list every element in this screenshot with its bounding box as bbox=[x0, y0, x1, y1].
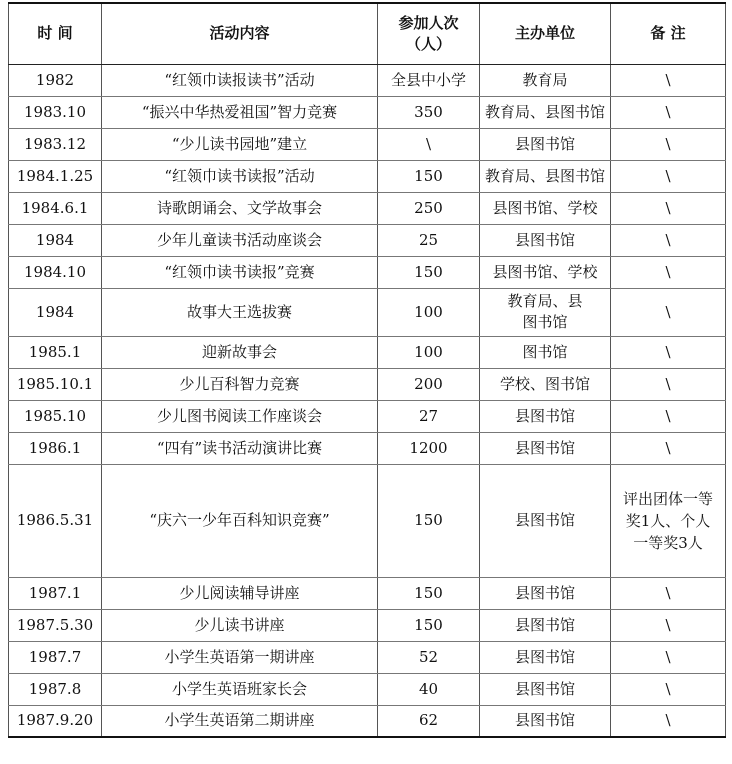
cell-participants: 全县中小学 bbox=[378, 64, 480, 96]
cell-activity: 小学生英语第一期讲座 bbox=[102, 641, 378, 673]
cell-organizer: 县图书馆、学校 bbox=[480, 256, 611, 288]
table-header-row bbox=[9, 3, 726, 64]
cell-time: 1982 bbox=[9, 64, 102, 96]
cell-remarks: \ bbox=[611, 64, 726, 96]
cell-participants: 62 bbox=[378, 705, 480, 737]
table-row bbox=[9, 673, 726, 705]
table-row bbox=[9, 368, 726, 400]
cell-remarks: \ bbox=[611, 577, 726, 609]
table-row bbox=[9, 128, 726, 160]
cell-time: 1985.10.1 bbox=[9, 368, 102, 400]
cell-organizer: 县图书馆 bbox=[480, 609, 611, 641]
cell-remarks: \ bbox=[611, 288, 726, 336]
cell-time: 1986.1 bbox=[9, 432, 102, 464]
cell-organizer: 图书馆 bbox=[480, 336, 611, 368]
cell-activity: “红领巾读书读报”竞赛 bbox=[102, 256, 378, 288]
table-row bbox=[9, 64, 726, 96]
cell-organizer: 县图书馆、学校 bbox=[480, 192, 611, 224]
cell-remarks: \ bbox=[611, 705, 726, 737]
table-row bbox=[9, 96, 726, 128]
cell-participants: 1200 bbox=[378, 432, 480, 464]
cell-remarks: \ bbox=[611, 256, 726, 288]
cell-activity: 少儿读书讲座 bbox=[102, 609, 378, 641]
cell-time: 1983.10 bbox=[9, 96, 102, 128]
cell-participants: 250 bbox=[378, 192, 480, 224]
cell-time: 1984 bbox=[9, 288, 102, 336]
cell-organizer: 县图书馆 bbox=[480, 641, 611, 673]
cell-activity: 诗歌朗诵会、文学故事会 bbox=[102, 192, 378, 224]
cell-remarks: \ bbox=[611, 128, 726, 160]
cell-participants: \ bbox=[378, 128, 480, 160]
cell-activity: “少儿读书园地”建立 bbox=[102, 128, 378, 160]
cell-participants: 200 bbox=[378, 368, 480, 400]
cell-remarks: \ bbox=[611, 336, 726, 368]
cell-organizer: 县图书馆 bbox=[480, 224, 611, 256]
cell-remarks: \ bbox=[611, 192, 726, 224]
cell-remarks: \ bbox=[611, 96, 726, 128]
table-row bbox=[9, 192, 726, 224]
header-time: 时 间 bbox=[9, 3, 102, 64]
cell-activity: 少年儿童读书活动座谈会 bbox=[102, 224, 378, 256]
table-row bbox=[9, 160, 726, 192]
cell-time: 1983.12 bbox=[9, 128, 102, 160]
cell-remarks: \ bbox=[611, 673, 726, 705]
cell-participants: 25 bbox=[378, 224, 480, 256]
cell-time: 1987.1 bbox=[9, 577, 102, 609]
cell-organizer: 教育局、县图书馆 bbox=[480, 96, 611, 128]
cell-organizer: 县图书馆 bbox=[480, 432, 611, 464]
cell-remarks: \ bbox=[611, 400, 726, 432]
header-organizer: 主办单位 bbox=[480, 3, 611, 64]
cell-activity: 小学生英语第二期讲座 bbox=[102, 705, 378, 737]
cell-remarks: \ bbox=[611, 224, 726, 256]
table-row bbox=[9, 609, 726, 641]
cell-activity: 少儿图书阅读工作座谈会 bbox=[102, 400, 378, 432]
cell-activity: 少儿百科智力竞赛 bbox=[102, 368, 378, 400]
cell-remarks: \ bbox=[611, 160, 726, 192]
activities-table bbox=[8, 2, 726, 738]
cell-activity: “振兴中华热爱祖国”智力竞赛 bbox=[102, 96, 378, 128]
cell-organizer: 教育局 bbox=[480, 64, 611, 96]
cell-activity: “红领巾读书读报”活动 bbox=[102, 160, 378, 192]
cell-activity: “红领巾读报读书”活动 bbox=[102, 64, 378, 96]
header-participants: 参加人次（人） bbox=[378, 3, 480, 64]
cell-organizer: 教育局、县图书馆 bbox=[480, 160, 611, 192]
table-row bbox=[9, 400, 726, 432]
cell-participants: 350 bbox=[378, 96, 480, 128]
cell-participants: 150 bbox=[378, 160, 480, 192]
cell-participants: 150 bbox=[378, 464, 480, 577]
cell-activity: 迎新故事会 bbox=[102, 336, 378, 368]
cell-organizer: 县图书馆 bbox=[480, 577, 611, 609]
cell-participants: 100 bbox=[378, 336, 480, 368]
table-row bbox=[9, 464, 726, 577]
cell-time: 1984.6.1 bbox=[9, 192, 102, 224]
cell-time: 1985.1 bbox=[9, 336, 102, 368]
cell-activity: “庆六一少年百科知识竞赛” bbox=[102, 464, 378, 577]
cell-remarks: \ bbox=[611, 432, 726, 464]
cell-organizer: 县图书馆 bbox=[480, 705, 611, 737]
table-row bbox=[9, 577, 726, 609]
cell-organizer: 学校、图书馆 bbox=[480, 368, 611, 400]
cell-organizer: 县图书馆 bbox=[480, 464, 611, 577]
table-row bbox=[9, 641, 726, 673]
table-row bbox=[9, 288, 726, 336]
cell-activity: 少儿阅读辅导讲座 bbox=[102, 577, 378, 609]
cell-time: 1987.8 bbox=[9, 673, 102, 705]
cell-activity: 小学生英语班家长会 bbox=[102, 673, 378, 705]
cell-time: 1986.5.31 bbox=[9, 464, 102, 577]
table-row bbox=[9, 705, 726, 737]
cell-organizer: 县图书馆 bbox=[480, 400, 611, 432]
cell-remarks: \ bbox=[611, 641, 726, 673]
cell-organizer: 教育局、县图书馆 bbox=[480, 288, 611, 336]
cell-activity: “四有”读书活动演讲比赛 bbox=[102, 432, 378, 464]
cell-time: 1987.7 bbox=[9, 641, 102, 673]
table-row bbox=[9, 224, 726, 256]
cell-participants: 150 bbox=[378, 256, 480, 288]
table-row bbox=[9, 256, 726, 288]
cell-remarks: \ bbox=[611, 609, 726, 641]
cell-activity: 故事大王选拔赛 bbox=[102, 288, 378, 336]
cell-time: 1984.1.25 bbox=[9, 160, 102, 192]
table-row bbox=[9, 432, 726, 464]
cell-time: 1985.10 bbox=[9, 400, 102, 432]
cell-organizer: 县图书馆 bbox=[480, 128, 611, 160]
cell-participants: 40 bbox=[378, 673, 480, 705]
cell-time: 1987.9.20 bbox=[9, 705, 102, 737]
cell-organizer: 县图书馆 bbox=[480, 673, 611, 705]
cell-participants: 52 bbox=[378, 641, 480, 673]
cell-time: 1984 bbox=[9, 224, 102, 256]
cell-participants: 150 bbox=[378, 609, 480, 641]
cell-remarks: 评出团体一等奖1人、个人一等奖3人 bbox=[611, 464, 726, 577]
cell-participants: 27 bbox=[378, 400, 480, 432]
header-activity: 活动内容 bbox=[102, 3, 378, 64]
cell-participants: 150 bbox=[378, 577, 480, 609]
cell-time: 1987.5.30 bbox=[9, 609, 102, 641]
cell-time: 1984.10 bbox=[9, 256, 102, 288]
cell-remarks: \ bbox=[611, 368, 726, 400]
cell-participants: 100 bbox=[378, 288, 480, 336]
header-remarks: 备 注 bbox=[611, 3, 726, 64]
table-row bbox=[9, 336, 726, 368]
